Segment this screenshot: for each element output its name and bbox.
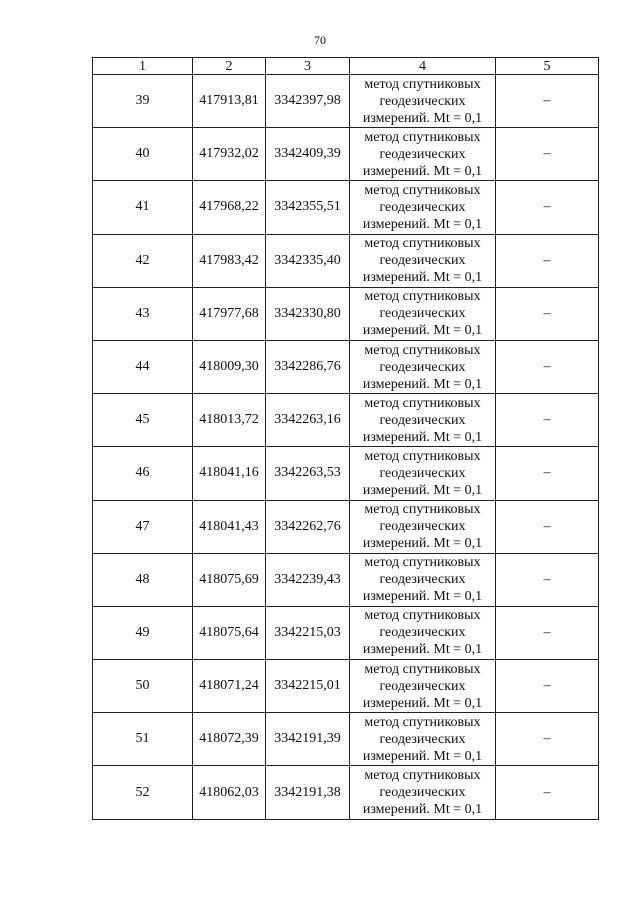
y-coordinate-cell: 3342215,01: [266, 660, 350, 713]
x-coordinate-cell: 417913,81: [193, 75, 266, 128]
y-coordinate-cell: 3342263,53: [266, 447, 350, 500]
header-row: [93, 58, 599, 75]
y-coordinate-cell: 3342355,51: [266, 181, 350, 234]
column-header-5: 5: [496, 58, 599, 75]
table-row: [93, 606, 599, 659]
coordinates-table: [92, 57, 599, 820]
note-cell: –: [496, 181, 599, 234]
point-number-cell: 41: [93, 181, 193, 234]
method-cell: [350, 553, 496, 606]
method-line: метод спутниковых: [364, 768, 481, 784]
method-line: метод спутниковых: [364, 289, 481, 305]
point-number-cell: 40: [93, 128, 193, 181]
note-cell: –: [496, 500, 599, 553]
method-line: измерений. Mt = 0,1: [362, 802, 483, 818]
method-line: метод спутниковых: [364, 342, 481, 358]
column-header-2: 2: [193, 58, 266, 75]
note-cell: –: [496, 606, 599, 659]
y-coordinate-cell: 3342191,38: [266, 766, 350, 819]
point-number-cell: 50: [93, 660, 193, 713]
method-line: геодезических: [379, 146, 466, 162]
method-line: измерений. Mt = 0,1: [362, 748, 483, 764]
column-header-4: 4: [350, 58, 496, 75]
method-cell: [350, 287, 496, 340]
method-cell: [350, 75, 496, 128]
method-line: измерений. Mt = 0,1: [362, 695, 483, 711]
table-row: [93, 394, 599, 447]
x-coordinate-cell: 418041,43: [193, 500, 266, 553]
method-line: геодезических: [379, 678, 466, 694]
table-row: [93, 340, 599, 393]
note-cell: –: [496, 394, 599, 447]
x-coordinate-cell: 417968,22: [193, 181, 266, 234]
method-line: измерений. Mt = 0,1: [362, 589, 483, 605]
point-number-cell: 44: [93, 340, 193, 393]
method-cell: [350, 394, 496, 447]
table-body: [93, 75, 599, 820]
method-line: измерений. Mt = 0,1: [362, 536, 483, 552]
method-cell: [350, 128, 496, 181]
point-number-cell: 42: [93, 234, 193, 287]
note-cell: –: [496, 660, 599, 713]
note-cell: –: [496, 340, 599, 393]
x-coordinate-cell: 418041,16: [193, 447, 266, 500]
method-line: метод спутниковых: [364, 661, 481, 677]
table-row: [93, 660, 599, 713]
column-header-1: 1: [93, 58, 193, 75]
y-coordinate-cell: 3342397,98: [266, 75, 350, 128]
point-number-cell: 49: [93, 606, 193, 659]
x-coordinate-cell: 418062,03: [193, 766, 266, 819]
y-coordinate-cell: 3342263,16: [266, 394, 350, 447]
x-coordinate-cell: 417977,68: [193, 287, 266, 340]
table-row: [93, 287, 599, 340]
method-cell: [350, 234, 496, 287]
method-line: измерений. Mt = 0,1: [362, 482, 483, 498]
method-line: геодезических: [379, 253, 466, 269]
y-coordinate-cell: 3342239,43: [266, 553, 350, 606]
point-number-cell: 51: [93, 713, 193, 766]
y-coordinate-cell: 3342191,39: [266, 713, 350, 766]
table-row: [93, 553, 599, 606]
method-cell: [350, 447, 496, 500]
method-line: измерений. Mt = 0,1: [362, 429, 483, 445]
x-coordinate-cell: 418013,72: [193, 394, 266, 447]
note-cell: –: [496, 766, 599, 819]
note-cell: –: [496, 287, 599, 340]
note-cell: –: [496, 553, 599, 606]
method-line: метод спутниковых: [364, 502, 481, 518]
method-line: метод спутниковых: [364, 129, 481, 145]
table-row: [93, 128, 599, 181]
x-coordinate-cell: 418071,24: [193, 660, 266, 713]
method-line: метод спутниковых: [364, 608, 481, 624]
point-number-cell: 52: [93, 766, 193, 819]
page-number: 70: [314, 33, 326, 47]
method-line: геодезических: [379, 199, 466, 215]
method-line: измерений. Mt = 0,1: [362, 163, 483, 179]
table-row: [93, 75, 599, 128]
method-line: геодезических: [379, 519, 466, 535]
point-number-cell: 45: [93, 394, 193, 447]
note-cell: –: [496, 447, 599, 500]
note-cell: –: [496, 75, 599, 128]
point-number-cell: 47: [93, 500, 193, 553]
method-line: геодезических: [379, 785, 466, 801]
method-line: метод спутниковых: [364, 555, 481, 571]
method-cell: [350, 766, 496, 819]
method-cell: [350, 606, 496, 659]
x-coordinate-cell: 418009,30: [193, 340, 266, 393]
method-line: геодезических: [379, 412, 466, 428]
method-line: геодезических: [379, 359, 466, 375]
table-row: [93, 500, 599, 553]
table-row: [93, 234, 599, 287]
method-cell: [350, 340, 496, 393]
point-number-cell: 46: [93, 447, 193, 500]
method-line: метод спутниковых: [364, 182, 481, 198]
method-line: геодезических: [379, 465, 466, 481]
y-coordinate-cell: 3342215,03: [266, 606, 350, 659]
note-cell: –: [496, 713, 599, 766]
x-coordinate-cell: 418075,69: [193, 553, 266, 606]
method-line: измерений. Mt = 0,1: [362, 642, 483, 658]
y-coordinate-cell: 3342335,40: [266, 234, 350, 287]
method-line: измерений. Mt = 0,1: [362, 270, 483, 286]
method-cell: [350, 660, 496, 713]
method-line: измерений. Mt = 0,1: [362, 216, 483, 232]
x-coordinate-cell: 418072,39: [193, 713, 266, 766]
y-coordinate-cell: 3342262,76: [266, 500, 350, 553]
method-cell: [350, 181, 496, 234]
method-cell: [350, 500, 496, 553]
method-line: измерений. Mt = 0,1: [362, 376, 483, 392]
point-number-cell: 39: [93, 75, 193, 128]
method-line: измерений. Mt = 0,1: [362, 110, 483, 126]
point-number-cell: 43: [93, 287, 193, 340]
table-row: [93, 713, 599, 766]
method-line: геодезических: [379, 625, 466, 641]
column-header-3: 3: [266, 58, 350, 75]
method-line: метод спутниковых: [364, 236, 481, 252]
y-coordinate-cell: 3342286,76: [266, 340, 350, 393]
x-coordinate-cell: 417983,42: [193, 234, 266, 287]
method-line: геодезических: [379, 306, 466, 322]
x-coordinate-cell: 417932,02: [193, 128, 266, 181]
note-cell: –: [496, 128, 599, 181]
method-line: метод спутниковых: [364, 395, 481, 411]
method-line: геодезических: [379, 731, 466, 747]
method-line: геодезических: [379, 572, 466, 588]
method-line: метод спутниковых: [364, 76, 481, 92]
method-cell: [350, 713, 496, 766]
table-row: [93, 447, 599, 500]
table-row: [93, 181, 599, 234]
y-coordinate-cell: 3342409,39: [266, 128, 350, 181]
point-number-cell: 48: [93, 553, 193, 606]
method-line: геодезических: [379, 93, 466, 109]
method-line: измерений. Mt = 0,1: [362, 323, 483, 339]
table-row: [93, 766, 599, 819]
x-coordinate-cell: 418075,64: [193, 606, 266, 659]
y-coordinate-cell: 3342330,80: [266, 287, 350, 340]
note-cell: –: [496, 234, 599, 287]
method-line: метод спутниковых: [364, 714, 481, 730]
method-line: метод спутниковых: [364, 448, 481, 464]
